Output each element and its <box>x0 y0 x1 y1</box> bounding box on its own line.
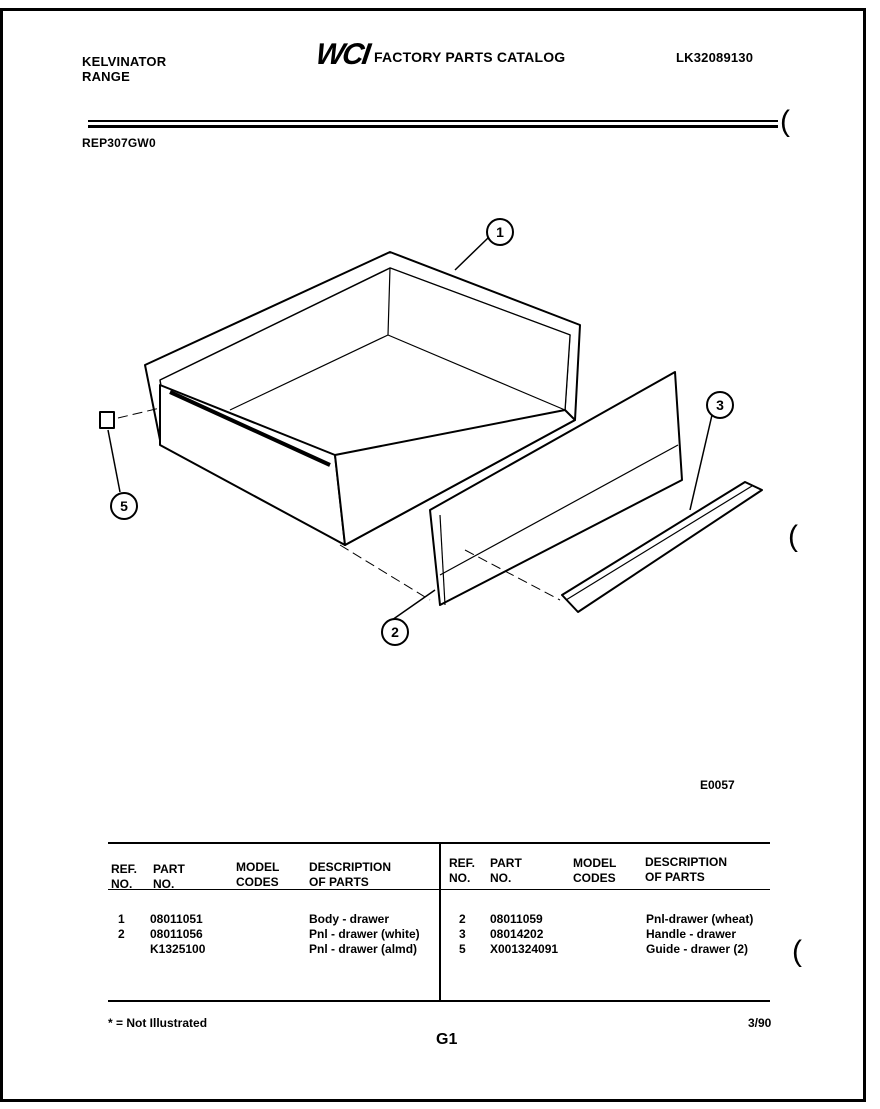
header-desc: DESCRIPTION OF PARTS <box>645 855 728 884</box>
drawer-guide <box>100 412 114 428</box>
header-ref: REF. NO. <box>111 862 138 891</box>
binder-hole-mark: ( <box>788 520 798 553</box>
binder-hole-mark: ( <box>780 105 790 138</box>
header-model: MODEL CODES <box>573 856 617 885</box>
not-illustrated-note: * = Not Illustrated <box>108 1016 208 1030</box>
description-column: Pnl-drawer (wheat) Handle - drawer Guide - drawer (2) <box>646 912 754 956</box>
product-label: RANGE <box>82 69 130 84</box>
figure-code: E0057 <box>700 778 735 792</box>
table-divider <box>439 843 441 1001</box>
table-row: 2 3 5 <box>459 912 466 956</box>
brand-label: KELVINATOR <box>82 54 167 69</box>
part-number-column: 08011051 08011056 K1325100 <box>150 912 206 956</box>
part-number-column: 08011059 08014202 X001324091 <box>490 912 559 956</box>
callout-5: 5 <box>120 498 128 514</box>
wci-logo: WCI <box>313 38 371 71</box>
catalog-title: FACTORY PARTS CATALOG <box>374 49 566 65</box>
header-ref: REF. NO. <box>449 856 476 885</box>
revision-date: 3/90 <box>748 1016 772 1030</box>
callout-1: 1 <box>496 224 504 240</box>
header-desc: DESCRIPTION OF PARTS <box>309 860 392 889</box>
header-part: PART NO. <box>153 862 185 891</box>
model-number: REP307GW0 <box>82 136 156 150</box>
header-model: MODEL CODES <box>236 860 280 889</box>
page-number: G1 <box>436 1031 458 1048</box>
table-row: 1 2 <box>118 912 125 941</box>
callout-2: 2 <box>391 624 399 640</box>
binder-hole-mark: ( <box>792 935 802 968</box>
catalog-number: LK32089130 <box>676 50 754 65</box>
header-part: PART NO. <box>490 856 522 885</box>
description-column: Body - drawer Pnl - drawer (white) Pnl - drawer (almd) <box>309 912 420 956</box>
callout-3: 3 <box>716 397 724 413</box>
